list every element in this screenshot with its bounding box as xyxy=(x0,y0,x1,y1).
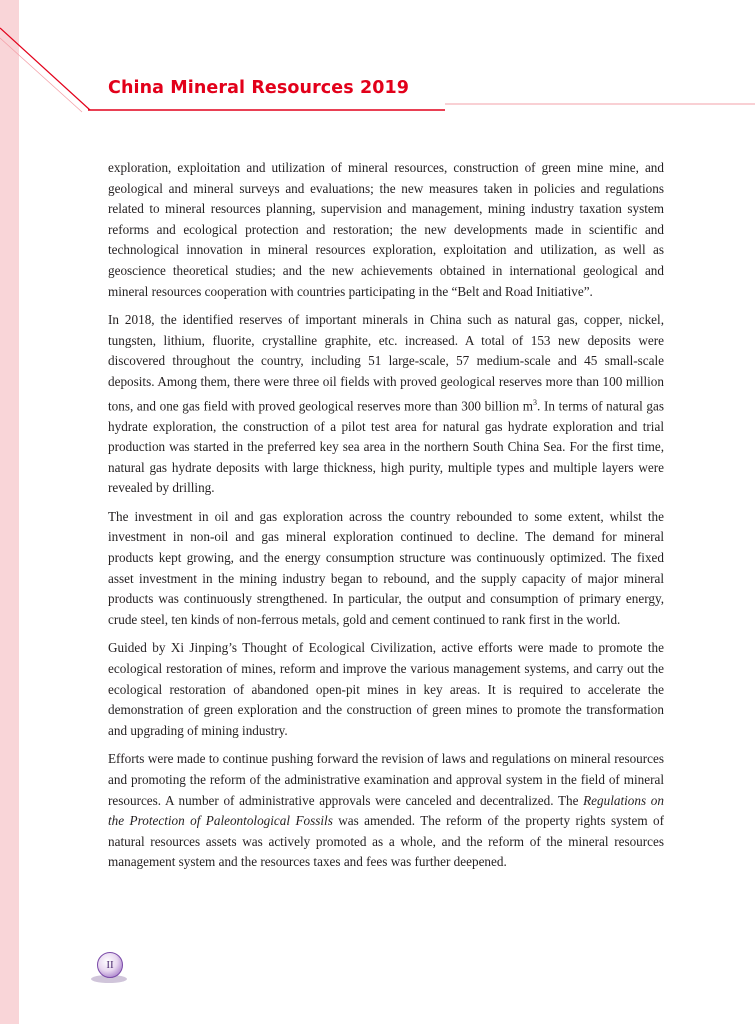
paragraph-4: Guided by Xi Jinping’s Thought of Ecological Civilization, active efforts were made to promote the ecological restoration of mines, reform and improve the various management systems, and carry out the ecological restoration of abandoned open-pit mines in key areas. It is required to accelerate the demonstration of green exploration and the construction of green mines to promote the transformation and upgrading of mining industry. xyxy=(108,640,664,738)
header-diagonal-line-light xyxy=(0,38,82,112)
page-side-band xyxy=(0,0,19,1024)
running-header-title: China Mineral Resources 2019 xyxy=(108,78,410,98)
body-text xyxy=(108,158,664,881)
page-number: II xyxy=(106,959,114,971)
regulations-title: Regulations on the Protection of Paleontological Fossils xyxy=(108,792,664,829)
header-rule-decoration xyxy=(0,0,755,120)
header-diagonal-line xyxy=(0,28,90,110)
paragraph-1: exploration, exploitation and utilization of mineral resources, construction of green mine mine, and geological and mineral surveys and evaluations; the new measures taken in policies and regulations related to mineral resources planning, supervision and management, mining industry taxation system reforms and ecological protection and restoration; the new developments made in scientific and technological innovation in mineral resources exploration, exploitation and utilization, as well as geoscience theoretical studies; and the new achievements obtained in international geological and mineral resources cooperation with countries participating in the “Belt and Road Initiative”. xyxy=(108,160,664,299)
paragraph-3: The investment in oil and gas exploration across the country rebounded to some extent, whilst the investment in non-oil and gas mineral exploration continued to decline. The demand for mineral products kept growing, and the energy consumption structure was continuously optimized. The fixed asset investment in the mining industry began to rebound, and the supply capacity of major mineral products was continuously strengthened. In particular, the output and consumption of primary energy, crude steel, ten kinds of non-ferrous metals, gold and cement continued to rank first in the world. xyxy=(108,508,664,627)
page-number-badge xyxy=(97,952,123,978)
paragraph-2: In 2018, the identified reserves of important minerals in China such as natural gas, copper, nickel, tungsten, lithium, fluorite, crystalline graphite, etc. increased. A total of 153 new deposits were discovered throughout the country, including 51 large-scale, 57 medium-scale and 45 small-scale deposits. Among them, there were three oil fields with proved geological reserves more than 100 million tons, and one gas field with proved geological reserves more than 300 billion $m^3$. In terms of natural gas hydrate exploration, the construction of a pilot test area for natural gas hydrate exploration and trial production was started in the preferred key sea area in the northern South China Sea. For the first time, natural gas hydrate deposits with large thickness, high purity, multiple types and multiple layers were revealed by drilling. xyxy=(108,312,664,496)
superscript-3: 3 xyxy=(533,397,537,407)
paragraph-5: Efforts were made to continue pushing forward the revision of laws and regulations on mineral resources and promoting the reform of the administrative examination and approval system in the field of mineral resources. A number of administrative approvals were canceled and decentralized. The Regulations on the Protection of Paleontological Fossils was amended. The reform of the property rights system of natural resources assets was actively promoted as a whole, and the reform of the mineral resources management system and the resources taxes and fees was further deepened. xyxy=(108,751,664,870)
